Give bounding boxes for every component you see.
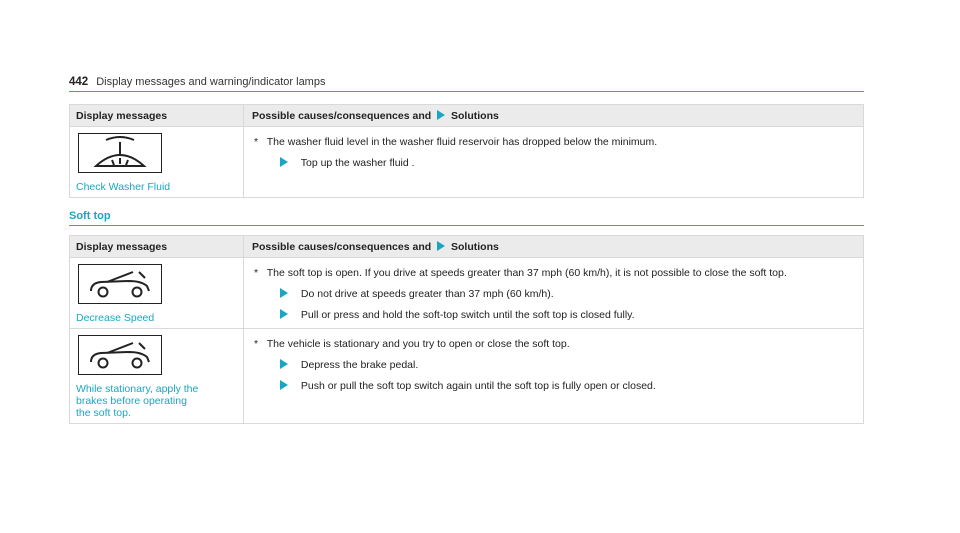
header-causes-label: Possible causes/consequences and bbox=[252, 109, 432, 122]
step-text: Top up the washer fluid . bbox=[300, 157, 415, 169]
message-label-line: the soft top. bbox=[76, 407, 131, 419]
cause-text bbox=[252, 338, 863, 351]
message-label-line: While stationary, apply the bbox=[76, 383, 199, 395]
header-solutions-label: Solutions bbox=[451, 109, 499, 122]
page-header bbox=[69, 70, 864, 92]
cause-text bbox=[252, 267, 863, 280]
step-text: Pull or press and hold the soft-top switch until the soft top is closed fully. bbox=[300, 309, 635, 321]
cause-description: The washer fluid level in the washer fluid reservoir has dropped below the minimum. bbox=[266, 136, 658, 148]
solution-step bbox=[280, 309, 863, 322]
header-solutions-label: Solutions bbox=[451, 240, 499, 253]
message-label: Check Washer Fluid bbox=[76, 181, 171, 193]
cause-description: The soft top is open. If you drive at speeds greater than 37 mph (60 km/h), it is not possible to close the soft top. bbox=[266, 267, 787, 279]
step-arrow-icon bbox=[280, 309, 288, 319]
cause-marker: * bbox=[254, 267, 259, 279]
cause-marker: * bbox=[254, 136, 259, 148]
step-text: Depress the brake pedal. bbox=[300, 359, 419, 371]
header-causes-solutions bbox=[244, 105, 864, 127]
step-arrow-icon bbox=[280, 359, 288, 369]
step-text: Push or pull the soft top switch again until the soft top is fully open or closed. bbox=[300, 380, 656, 392]
message-cell bbox=[70, 127, 244, 198]
header-causes-label: Possible causes/consequences and bbox=[252, 240, 432, 253]
solution-step bbox=[280, 359, 863, 372]
washer-message-table bbox=[69, 104, 864, 198]
cause-description: The vehicle is stationary and you try to open or close the soft top. bbox=[266, 338, 570, 350]
convertible-car-icon bbox=[78, 264, 162, 304]
message-label-line: brakes before operating bbox=[76, 395, 187, 407]
table-row bbox=[70, 258, 864, 329]
table-header-row bbox=[70, 105, 864, 127]
solution-step bbox=[280, 288, 863, 301]
header-causes-solutions bbox=[244, 236, 864, 258]
solution-cell bbox=[244, 329, 864, 424]
header-display-messages: Display messages bbox=[70, 236, 244, 258]
solution-step bbox=[280, 157, 863, 170]
solution-arrow-icon bbox=[437, 241, 445, 251]
step-text: Do not drive at speeds greater than 37 mph (60 km/h). bbox=[300, 288, 554, 300]
table-header-row bbox=[70, 236, 864, 258]
step-arrow-icon bbox=[280, 380, 288, 390]
message-cell bbox=[70, 329, 244, 424]
cause-text bbox=[252, 136, 863, 149]
header-display-messages: Display messages bbox=[70, 105, 244, 127]
page-number: 442 bbox=[69, 76, 89, 88]
message-label: Decrease Speed bbox=[76, 312, 155, 324]
convertible-car-icon bbox=[78, 335, 162, 375]
solution-arrow-icon bbox=[437, 110, 445, 120]
solution-cell bbox=[244, 258, 864, 329]
table-row bbox=[70, 329, 864, 424]
message-label bbox=[76, 383, 243, 423]
cause-marker: * bbox=[254, 338, 259, 350]
solution-cell bbox=[244, 127, 864, 198]
table-row bbox=[70, 127, 864, 198]
solution-step bbox=[280, 380, 863, 393]
step-arrow-icon bbox=[280, 157, 288, 167]
section-title: Soft top bbox=[69, 210, 864, 226]
softtop-message-table bbox=[69, 235, 864, 424]
message-cell bbox=[70, 258, 244, 329]
page-title: Display messages and warning/indicator lamps bbox=[96, 76, 326, 88]
washer-fluid-icon bbox=[78, 133, 162, 173]
step-arrow-icon bbox=[280, 288, 288, 298]
